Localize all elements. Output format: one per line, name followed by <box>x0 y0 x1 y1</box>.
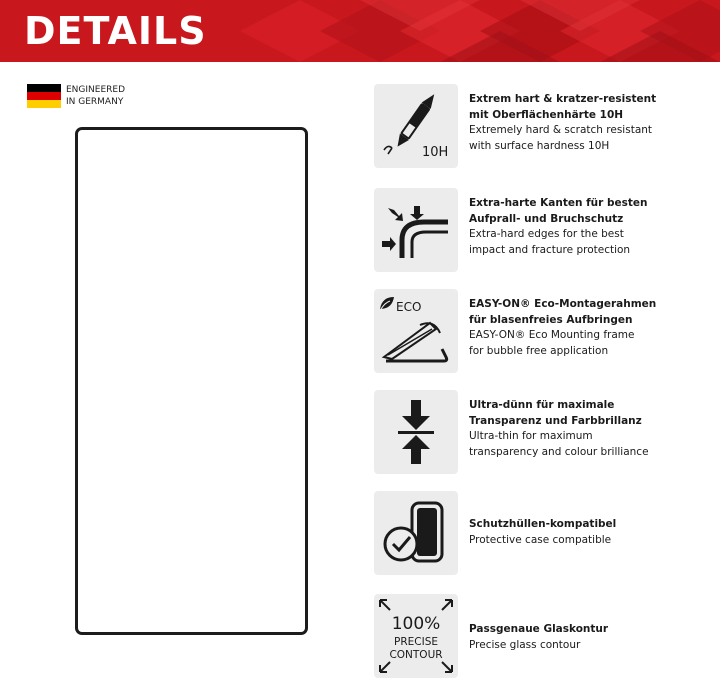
header-banner <box>0 0 720 62</box>
feature-desc-en-1: Ultra-thin for maximum <box>469 430 593 442</box>
feature-ultra-thin <box>374 390 649 474</box>
feature-hardness <box>374 84 657 168</box>
feature-title-de-1: Schutzhüllen-kompatibel <box>469 518 617 530</box>
eco-mounting-frame-icon <box>374 289 458 373</box>
feature-title-de-2: Transparenz und Farbbrillanz <box>469 414 642 427</box>
eco-label: ECO <box>396 300 422 314</box>
feature-tile <box>374 84 458 168</box>
feature-title-de-2: Aufprall- und Bruchschutz <box>469 212 624 225</box>
feature-title-de-1: Extrem hart & kratzer-resistent <box>469 93 657 105</box>
hardness-label: 10H <box>422 145 449 160</box>
case-compatible-check-icon <box>374 491 458 575</box>
precise-label: PRECISE <box>394 636 438 648</box>
feature-title-de-1: Extra-harte Kanten für besten <box>469 197 648 209</box>
feature-tile <box>374 491 458 575</box>
feature-desc-en-2: for bubble free application <box>469 344 609 357</box>
in-germany-label: IN GERMANY <box>66 97 124 107</box>
feature-precise-contour <box>374 594 609 678</box>
feature-desc-en-1: Protective case compatible <box>469 533 612 546</box>
feature-tile <box>374 289 458 373</box>
percent-label: 100% <box>391 614 441 634</box>
screen-protector-outline <box>75 127 308 635</box>
ultra-thin-arrows-icon <box>374 390 458 474</box>
feature-title-de-1: EASY-ON® Eco-Montagerahmen <box>469 298 657 310</box>
feature-desc-en-1: Extremely hard & scratch resistant <box>469 124 653 136</box>
feature-title-de-2: für blasenfreies Aufbringen <box>469 313 633 326</box>
feature-desc-en-1: Precise glass contour <box>469 638 581 651</box>
feature-tile <box>374 594 458 678</box>
feature-case-compatible <box>374 491 617 575</box>
curved-edge-impact-icon <box>374 188 458 272</box>
scalpel-hardness-icon <box>374 84 458 168</box>
contour-label: CONTOUR <box>389 649 443 661</box>
precise-contour-icon <box>374 594 458 678</box>
german-flag-icon <box>27 84 61 108</box>
feature-easy-on <box>374 289 657 373</box>
feature-desc-en-2: with surface hardness 10H <box>469 139 610 152</box>
feature-tile <box>374 390 458 474</box>
feature-desc-en-2: transparency and colour brilliance <box>469 445 649 458</box>
feature-title-de-1: Passgenaue Glaskontur <box>469 623 609 635</box>
page-title: DETAILS <box>24 9 207 53</box>
feature-tile <box>374 188 458 272</box>
feature-desc-en-1: Extra-hard edges for the best <box>469 228 624 240</box>
engineered-label: ENGINEERED <box>66 85 126 95</box>
feature-title-de-1: Ultra-dünn für maximale <box>469 399 615 411</box>
feature-desc-en-1: EASY-ON® Eco Mounting frame <box>469 329 635 341</box>
feature-edges <box>374 188 648 272</box>
feature-title-de-2: mit Oberflächenhärte 10H <box>469 108 624 121</box>
feature-desc-en-2: impact and fracture protection <box>469 243 631 256</box>
